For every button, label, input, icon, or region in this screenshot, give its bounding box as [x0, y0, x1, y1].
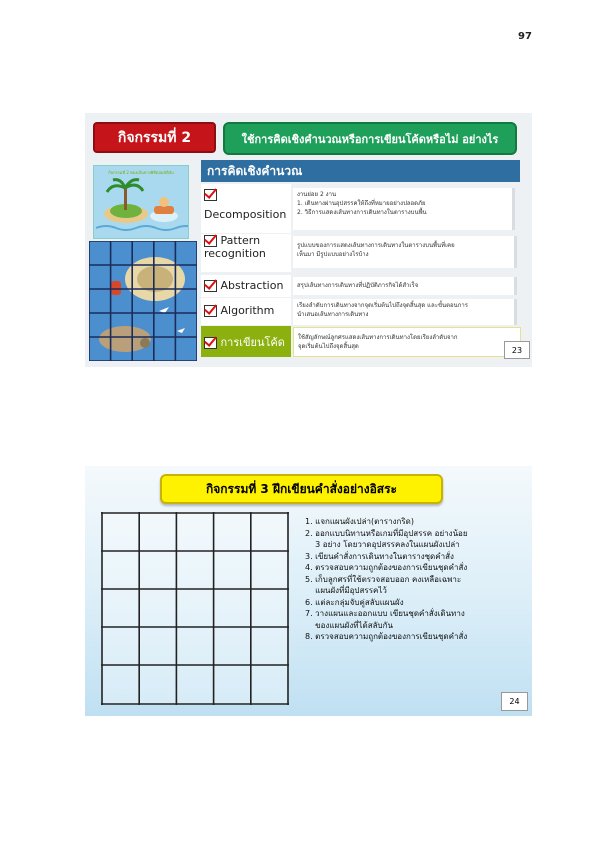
step-item: 8. ตรวจสอบความถูกต้องของการเขียนชุดคำสั่ง	[305, 632, 468, 641]
desc-line: นำเสนอเส้นทางการเดินทาง	[297, 311, 369, 318]
term-description	[293, 299, 517, 325]
term-description	[293, 327, 521, 357]
step-item: ของแผนผังที่ได้สลับกัน	[305, 620, 393, 630]
slide-title: กิจกรรมที่ 3 ฝึกเขียนคำสั่งอย่างอิสระ	[160, 474, 443, 504]
term-cell	[201, 326, 291, 357]
term-cell	[201, 234, 291, 272]
term-line	[204, 333, 291, 351]
slide-question: ใช้การคิดเชิงคำนวณหรือการเขียนโค้ดหรือไม่ อย่างไร	[223, 122, 517, 155]
step-item: 4. ตรวจสอบความถูกต้องของการเขียนชุดคำสั่ง	[305, 563, 468, 572]
step-item: 1. แจกแผนผังเปล่า(ตารางกริด)	[305, 517, 414, 526]
term-description	[293, 236, 517, 268]
computational-thinking-header: การคิดเชิงคำนวณ	[201, 160, 520, 182]
desc-line: ใช้สัญลักษณ์ลูกศรแสดงเส้นทางการเดินทางโดยเรียงลำดับจาก	[298, 334, 458, 341]
slide-number: 23	[504, 341, 530, 359]
desc-line: 1. เดินทางผ่านอุปสรรคให้ถึงที่หมายอย่างปลอดภัย	[297, 200, 426, 207]
desc-line: สรุปเส้นทางการเดินทางที่ปฏิบัติภารกิจได้สำเร็จ	[297, 282, 419, 289]
term-line	[204, 234, 291, 260]
island-map-grid	[89, 241, 197, 361]
slide-23	[85, 113, 532, 367]
term-description	[293, 188, 515, 230]
step-item: 6. แต่ละกลุ่มจับคู่สลับแผนผัง	[305, 597, 404, 607]
term-cell	[201, 275, 291, 297]
check-wrap	[204, 184, 291, 208]
step-item: 5. เก็บลูกศรที่ใช้ตรวจสอบออก คงเหลือเฉพาะ	[305, 574, 462, 584]
checkbox-icon	[204, 305, 217, 317]
term-label: Algorithm	[220, 304, 275, 317]
step-item: แผนผังที่มีอุปสรรคไว้	[305, 586, 387, 595]
checkbox-icon	[204, 235, 217, 247]
desc-line: เห็นมา มีรูปแบบอย่างไรบ้าง	[297, 251, 369, 258]
activity-thumbnail	[93, 165, 189, 239]
checkbox-icon	[204, 280, 217, 292]
term-label: Abstraction	[220, 279, 284, 292]
row-pattern-recognition	[201, 234, 521, 272]
row-abstraction	[201, 275, 521, 297]
desc-line: เรียงลำดับการเดินทางจากจุดเริ่มต้นไปถึงจุดสิ้นสุด และขั้นตอนการ	[297, 302, 468, 309]
term-cell	[201, 184, 291, 233]
term-cell	[201, 298, 291, 325]
term-line	[204, 279, 291, 292]
term-label: Pattern recognition	[204, 234, 266, 260]
slide-title: กิจกรรมที่ 2	[93, 122, 216, 153]
island-illustration	[94, 166, 188, 238]
term-label: Decomposition	[204, 208, 287, 221]
step-item: 7. วางแผนและออกแบบ เขียนชุดคำสั่งเดินทาง	[305, 609, 465, 618]
step-item: 2. ออกแบบนิทานหรือเกมที่มีอุปสรรค อย่างน้อย	[305, 528, 468, 538]
activity-steps	[305, 516, 527, 643]
desc-line: รูปแบบของการแสดงเส้นทางการเดินทางในตารางบนพื้นที่เคย	[297, 242, 455, 249]
term-description	[293, 277, 517, 295]
checkbox-icon	[204, 337, 217, 349]
step-item: 3. เขียนคำสั่งการเดินทางในตารางชุดคำสั่ง	[305, 551, 454, 561]
desc-line: จุดเริ่มต้นไปถึงจุดสิ้นสุด	[298, 343, 359, 350]
blank-grid	[101, 512, 289, 705]
desc-line: งานย่อย 2 งาน	[297, 191, 337, 198]
term-label: การเขียนโค้ด	[220, 336, 285, 349]
row-algorithm	[201, 298, 521, 325]
step-item: 3 อย่าง โดยวาดอุปสรรคลงในแผนผังเปล่า	[305, 540, 460, 549]
page-number: 97	[518, 31, 532, 42]
checkbox-icon	[204, 189, 217, 201]
row-coding	[201, 326, 521, 357]
row-decomposition	[201, 184, 521, 233]
slide-number: 24	[501, 692, 528, 711]
term-line	[204, 304, 291, 317]
slide-24	[85, 466, 532, 716]
thumbnail-caption: กิจกรรมที่ 2 ท่องเส้นทางพิชิตสมบัติลับ	[108, 170, 174, 175]
desc-line: 2. วิธีการแสดงเส้นทางการเดินทางในตารางบนพื้น	[297, 209, 427, 216]
